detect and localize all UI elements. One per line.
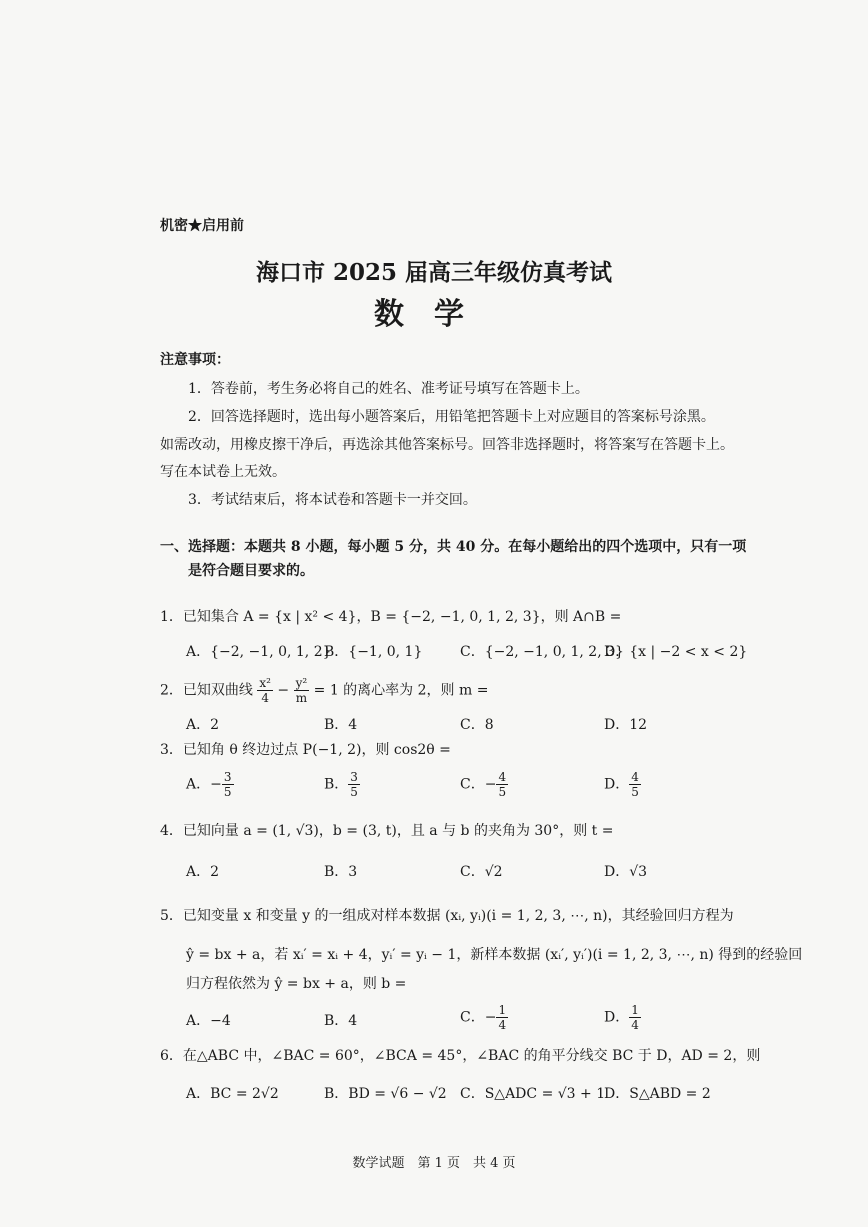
question-5-line-3: 归方程依然为 ŷ = bx + a，则 b =: [186, 976, 407, 992]
exam-title: 海口市 2025 届高三年级仿真考试: [255, 259, 613, 286]
question-1-option-a: A．{−2, −1, 0, 1, 2}: [186, 644, 332, 660]
question-2-fraction-x: $\frac{\text{x²}}{4}$: [259, 676, 271, 705]
question-2-stem-pre: 2．已知双曲线: [160, 682, 253, 699]
question-2-minus: −: [277, 682, 290, 699]
question-5-option-d: D． $\frac{1}{4}$: [604, 1003, 639, 1032]
question-3-option-c: C．− $\frac{4}{5}$: [460, 770, 507, 799]
question-4-option-b: B．3: [324, 864, 358, 880]
question-3-option-d: D． $\frac{4}{5}$: [604, 770, 639, 799]
question-6-option-a: A．BC = 2√2: [186, 1086, 279, 1102]
notice-item-1: 1．答卷前，考生务必将自己的姓名、准考证号填写在答题卡上。: [188, 381, 589, 397]
question-4-option-a: A．2: [186, 864, 220, 880]
question-4-option-c: C．√2: [460, 864, 503, 880]
question-5-option-b: B．4: [324, 1013, 358, 1029]
question-4-option-d: D．√3: [604, 864, 648, 880]
page-footer: 数学试题 第 1 页 共 4 页: [352, 1156, 516, 1171]
question-1-option-c: C．{−2, −1, 0, 1, 2, 3}: [460, 644, 624, 660]
question-3-option-b: B． $\frac{3}{5}$: [324, 770, 358, 799]
question-2-stem: [160, 676, 488, 705]
question-2-option-c: C．8: [460, 717, 494, 733]
question-2-fraction-y: $\frac{\text{y²}}{m}$: [295, 676, 308, 705]
question-4-stem: 4．已知向量 a = (1, √3)，b = (3, t)，且 a 与 b 的夹角为 30°，则 t =: [160, 823, 614, 839]
notice-item-2-line-3: 写在本试卷上无效。: [160, 464, 286, 480]
question-1-stem: 1．已知集合 A = {x | x² < 4}，B = {−2, −1, 0, 1, 2, 3}，则 A∩B =: [160, 609, 622, 625]
question-5-option-c: C．− $\frac{1}{4}$: [460, 1003, 507, 1032]
question-6-option-c: C．S△ADC = √3 + 1: [460, 1086, 606, 1102]
question-1-option-d: D．{x | −2 < x < 2}: [604, 644, 748, 660]
notice-item-2-line-1: 2．回答选择题时，选出每小题答案后，用铅笔把答题卡上对应题目的答案标号涂黑。: [188, 409, 715, 425]
question-2-option-d: D．12: [604, 717, 648, 733]
question-2-option-b: B．4: [324, 717, 358, 733]
question-6-stem: 6．在△ABC 中，∠BAC = 60°，∠BCA = 45°，∠BAC 的角平分线交 BC 于 D，AD = 2，则: [160, 1048, 761, 1064]
notice-heading: 注意事项：: [160, 352, 230, 368]
confidential-mark: 机密★启用前: [160, 218, 244, 234]
section-heading: 一、选择题：本题共 8 小题，每小题 5 分，共 40 分。在每小题给出的四个选项中，只有一项: [160, 539, 747, 555]
question-6-option-b: B．BD = √6 − √2: [324, 1086, 447, 1102]
question-3-option-a: A．− $\frac{3}{5}$: [186, 770, 232, 799]
question-1-option-b: B．{−1, 0, 1}: [324, 644, 423, 660]
question-5-line-1: 5．已知变量 x 和变量 y 的一组成对样本数据 (xᵢ, yᵢ)(i = 1, 2, 3, ⋯, n)，其经验回归方程为: [160, 908, 734, 924]
notice-item-3: 3．考试结束后，将本试卷和答题卡一并交回。: [188, 492, 477, 508]
section-heading-cont: 是符合题目要求的。: [188, 563, 314, 579]
question-2-option-a: A．2: [186, 717, 220, 733]
question-5-line-2: ŷ = bx + a，若 xᵢ′ = xᵢ + 4，yᵢ′ = yᵢ − 1，新样本数据 (xᵢ′, yᵢ′)(i = 1, 2, 3, ⋯, n) 得到的经验回: [186, 947, 803, 963]
question-5-option-a: A．−4: [186, 1013, 231, 1029]
subject-title: 数学: [374, 297, 494, 332]
question-2-stem-post: = 1 的离心率为 2，则 m =: [313, 682, 489, 699]
question-3-stem: 3．已知角 θ 终边过点 P(−1, 2)，则 cos2θ =: [160, 742, 451, 758]
question-6-option-d: D．S△ABD = 2: [604, 1086, 711, 1102]
notice-item-2-line-2: 如需改动，用橡皮擦干净后，再选涂其他答案标号。回答非选择题时，将答案写在答题卡上。: [160, 437, 734, 453]
